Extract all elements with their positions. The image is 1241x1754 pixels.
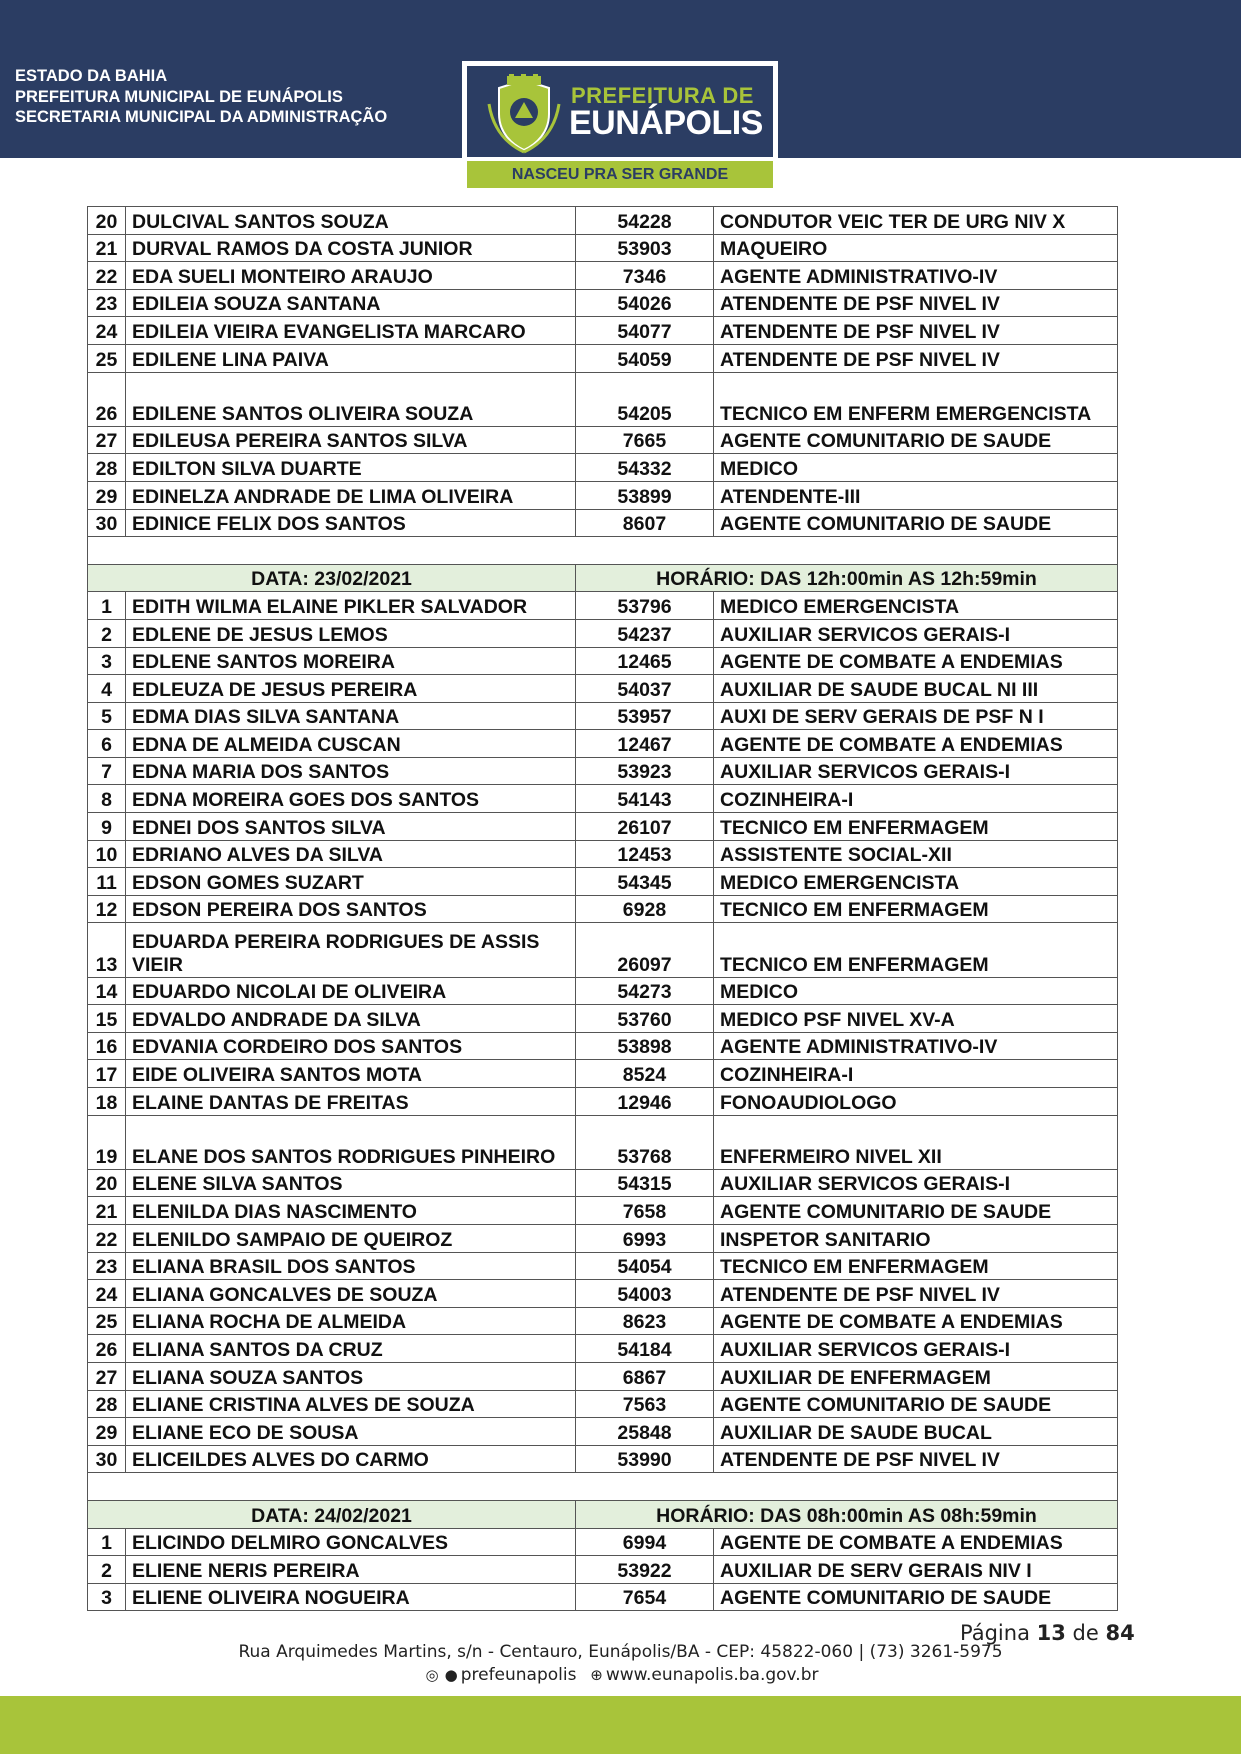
- job-title: AGENTE DE COMBATE A ENDEMIAS: [714, 1307, 1118, 1335]
- job-title: AUXI DE SERV GERAIS DE PSF N I: [714, 702, 1118, 730]
- registration-number: 53990: [576, 1445, 714, 1473]
- job-title: MEDICO EMERGENCISTA: [714, 592, 1118, 620]
- employee-name: ELANE DOS SANTOS RODRIGUES PINHEIRO: [126, 1115, 576, 1169]
- row-number: 26: [88, 372, 126, 426]
- table-row: [88, 1115, 1118, 1169]
- facebook-icon: ●: [444, 1666, 458, 1684]
- employee-name: ELICEILDES ALVES DO CARMO: [126, 1445, 576, 1473]
- row-number: 25: [88, 1307, 126, 1335]
- table-row: [88, 481, 1118, 509]
- table-row: [88, 1197, 1118, 1225]
- employee-name: ELIANE CRISTINA ALVES DE SOUZA: [126, 1390, 576, 1418]
- job-title: AUXILIAR SERVICOS GERAIS-I: [714, 1335, 1118, 1363]
- schedule-header-row: [88, 564, 1118, 592]
- employee-name: EDILEUSA PEREIRA SANTOS SILVA: [126, 426, 576, 454]
- registration-number: 53796: [576, 592, 714, 620]
- employee-name: EDILTON SILVA DUARTE: [126, 454, 576, 482]
- row-number: 2: [88, 619, 126, 647]
- registration-number: 53899: [576, 481, 714, 509]
- table-row: [88, 923, 1118, 977]
- row-number: 21: [88, 1197, 126, 1225]
- table-row: [88, 1280, 1118, 1308]
- row-number: 3: [88, 647, 126, 675]
- prefeitura-logo: [462, 61, 778, 192]
- job-title: MEDICO EMERGENCISTA: [714, 868, 1118, 896]
- employee-name: ELICINDO DELMIRO GONCALVES: [126, 1528, 576, 1556]
- row-number: 21: [88, 234, 126, 262]
- row-number: 28: [88, 1390, 126, 1418]
- employee-name: EDVANIA CORDEIRO DOS SANTOS: [126, 1032, 576, 1060]
- table-row: [88, 426, 1118, 454]
- row-number: 15: [88, 1005, 126, 1033]
- row-number: 1: [88, 592, 126, 620]
- row-number: 24: [88, 1280, 126, 1308]
- registration-number: 6867: [576, 1362, 714, 1390]
- table-row: [88, 1252, 1118, 1280]
- table-row: [88, 1583, 1118, 1611]
- row-number: 1: [88, 1528, 126, 1556]
- row-number: 26: [88, 1335, 126, 1363]
- registration-number: 6928: [576, 895, 714, 923]
- table-row: [88, 977, 1118, 1005]
- job-title: AUXILIAR DE SAUDE BUCAL: [714, 1418, 1118, 1446]
- registration-number: 53923: [576, 757, 714, 785]
- job-title: ATENDENTE DE PSF NIVEL IV: [714, 1280, 1118, 1308]
- employee-name: ELIANA GONCALVES DE SOUZA: [126, 1280, 576, 1308]
- schedule-date: DATA: 24/02/2021: [88, 1500, 576, 1528]
- registration-number: 53768: [576, 1115, 714, 1169]
- table-row: [88, 895, 1118, 923]
- employee-name: EDVALDO ANDRADE DA SILVA: [126, 1005, 576, 1033]
- logo-title-line2: EUNÁPOLIS: [569, 104, 763, 142]
- row-number: 25: [88, 344, 126, 372]
- employee-name: ELENILDO SAMPAIO DE QUEIROZ: [126, 1224, 576, 1252]
- row-number: 14: [88, 977, 126, 1005]
- table-row: [88, 1335, 1118, 1363]
- registration-number: 53922: [576, 1556, 714, 1584]
- registration-number: 8524: [576, 1060, 714, 1088]
- row-number: 7: [88, 757, 126, 785]
- job-title: AGENTE DE COMBATE A ENDEMIAS: [714, 730, 1118, 758]
- schedule-header-row: [88, 1500, 1118, 1528]
- page-total: 84: [1105, 1621, 1135, 1645]
- employee-name: ELENE SILVA SANTOS: [126, 1169, 576, 1197]
- table-row: [88, 262, 1118, 290]
- employee-name: DURVAL RAMOS DA COSTA JUNIOR: [126, 234, 576, 262]
- job-title: TECNICO EM ENFERMAGEM: [714, 923, 1118, 977]
- row-number: 20: [88, 1169, 126, 1197]
- table-row: [88, 317, 1118, 345]
- employee-name: EDILENE SANTOS OLIVEIRA SOUZA: [126, 372, 576, 426]
- registration-number: 12467: [576, 730, 714, 758]
- job-title: ATENDENTE DE PSF NIVEL IV: [714, 289, 1118, 317]
- job-title: ENFERMEIRO NIVEL XII: [714, 1115, 1118, 1169]
- table-row: [88, 1445, 1118, 1473]
- table-row: [88, 234, 1118, 262]
- spacer-cell: [88, 537, 1118, 565]
- table-row: [88, 1362, 1118, 1390]
- row-number: 23: [88, 1252, 126, 1280]
- table-row: [88, 868, 1118, 896]
- employee-name: EDA SUELI MONTEIRO ARAUJO: [126, 262, 576, 290]
- registration-number: 54273: [576, 977, 714, 1005]
- job-title: AUXILIAR SERVICOS GERAIS-I: [714, 619, 1118, 647]
- registration-number: 53957: [576, 702, 714, 730]
- registration-number: 53903: [576, 234, 714, 262]
- employee-name: EDNA MOREIRA GOES DOS SANTOS: [126, 785, 576, 813]
- table-row: [88, 207, 1118, 235]
- job-title: ATENDENTE DE PSF NIVEL IV: [714, 344, 1118, 372]
- registration-number: 25848: [576, 1418, 714, 1446]
- registration-number: 54205: [576, 372, 714, 426]
- employee-name: EDINICE FELIX DOS SANTOS: [126, 509, 576, 537]
- row-number: 13: [88, 923, 126, 977]
- employee-name: EDUARDO NICOLAI DE OLIVEIRA: [126, 977, 576, 1005]
- employee-name: EDNA DE ALMEIDA CUSCAN: [126, 730, 576, 758]
- row-number: 20: [88, 207, 126, 235]
- logo-slogan: NASCEU PRA SER GRANDE: [467, 161, 773, 188]
- employee-name: EDMA DIAS SILVA SANTANA: [126, 702, 576, 730]
- table-row: [88, 1556, 1118, 1584]
- registration-number: 54059: [576, 344, 714, 372]
- employee-name: EDLENE DE JESUS LEMOS: [126, 619, 576, 647]
- registration-number: 54184: [576, 1335, 714, 1363]
- registration-number: 6993: [576, 1224, 714, 1252]
- job-title: COZINHEIRA-I: [714, 785, 1118, 813]
- employee-name: EDRIANO ALVES DA SILVA: [126, 840, 576, 868]
- employee-name: EDNA MARIA DOS SANTOS: [126, 757, 576, 785]
- row-number: 19: [88, 1115, 126, 1169]
- employee-name: ELIANA SOUZA SANTOS: [126, 1362, 576, 1390]
- row-number: 28: [88, 454, 126, 482]
- job-title: TECNICO EM ENFERMAGEM: [714, 1252, 1118, 1280]
- employee-name: ELIANE ECO DE SOUSA: [126, 1418, 576, 1446]
- job-title: ATENDENTE DE PSF NIVEL IV: [714, 1445, 1118, 1473]
- website-url: www.eunapolis.ba.gov.br: [605, 1665, 819, 1685]
- employee-name: EDUARDA PEREIRA RODRIGUES DE ASSIS VIEIR: [126, 923, 576, 977]
- social-handle: prefeunapolis: [460, 1665, 577, 1685]
- employee-name: EDNEI DOS SANTOS SILVA: [126, 813, 576, 841]
- table-row: [88, 675, 1118, 703]
- table-row: [88, 289, 1118, 317]
- job-title: AGENTE COMUNITARIO DE SAUDE: [714, 509, 1118, 537]
- schedule-time: HORÁRIO: DAS 08h:00min AS 08h:59min: [576, 1500, 1118, 1528]
- job-title: MAQUEIRO: [714, 234, 1118, 262]
- table-row: [88, 344, 1118, 372]
- employee-name: ELIENE OLIVEIRA NOGUEIRA: [126, 1583, 576, 1611]
- row-number: 18: [88, 1088, 126, 1116]
- header-text: [15, 66, 387, 128]
- job-title: ASSISTENTE SOCIAL-XII: [714, 840, 1118, 868]
- registration-number: 7563: [576, 1390, 714, 1418]
- row-number: 12: [88, 895, 126, 923]
- staff-schedule-table: [87, 206, 1118, 1611]
- registration-number: 54077: [576, 317, 714, 345]
- registration-number: 7658: [576, 1197, 714, 1225]
- job-title: ATENDENTE-III: [714, 481, 1118, 509]
- table-row: [88, 730, 1118, 758]
- table-row: [88, 592, 1118, 620]
- row-number: 27: [88, 1362, 126, 1390]
- registration-number: 54345: [576, 868, 714, 896]
- registration-number: 53898: [576, 1032, 714, 1060]
- job-title: AGENTE COMUNITARIO DE SAUDE: [714, 1197, 1118, 1225]
- job-title: COZINHEIRA-I: [714, 1060, 1118, 1088]
- row-number: 2: [88, 1556, 126, 1584]
- job-title: TECNICO EM ENFERM EMERGENCISTA: [714, 372, 1118, 426]
- table-row: [88, 619, 1118, 647]
- table-row: [88, 1005, 1118, 1033]
- job-title: AGENTE ADMINISTRATIVO-IV: [714, 1032, 1118, 1060]
- employee-name: EDILEIA VIEIRA EVANGELISTA MARCARO: [126, 317, 576, 345]
- row-number: 23: [88, 289, 126, 317]
- registration-number: 6994: [576, 1528, 714, 1556]
- employee-name: EDSON GOMES SUZART: [126, 868, 576, 896]
- row-number: 16: [88, 1032, 126, 1060]
- table-row: [88, 1060, 1118, 1088]
- employee-name: EDITH WILMA ELAINE PIKLER SALVADOR: [126, 592, 576, 620]
- registration-number: 54003: [576, 1280, 714, 1308]
- page-prefix: Página: [960, 1621, 1030, 1645]
- registration-number: 26107: [576, 813, 714, 841]
- table-row: [88, 1088, 1118, 1116]
- employee-name: ELIANA BRASIL DOS SANTOS: [126, 1252, 576, 1280]
- row-number: 17: [88, 1060, 126, 1088]
- globe-icon: ⊕: [590, 1666, 603, 1684]
- registration-number: 12465: [576, 647, 714, 675]
- page-current: 13: [1036, 1621, 1066, 1645]
- registration-number: 7346: [576, 262, 714, 290]
- job-title: AUXILIAR SERVICOS GERAIS-I: [714, 757, 1118, 785]
- row-number: 6: [88, 730, 126, 758]
- job-title: AUXILIAR SERVICOS GERAIS-I: [714, 1169, 1118, 1197]
- schedule-time: HORÁRIO: DAS 12h:00min AS 12h:59min: [576, 564, 1118, 592]
- table-row: [88, 1307, 1118, 1335]
- job-title: AGENTE COMUNITARIO DE SAUDE: [714, 426, 1118, 454]
- registration-number: 54237: [576, 619, 714, 647]
- job-title: AGENTE COMUNITARIO DE SAUDE: [714, 1390, 1118, 1418]
- job-title: AGENTE COMUNITARIO DE SAUDE: [714, 1583, 1118, 1611]
- registration-number: 54143: [576, 785, 714, 813]
- table-row: [88, 647, 1118, 675]
- registration-number: 8623: [576, 1307, 714, 1335]
- employee-name: ELIANA ROCHA DE ALMEIDA: [126, 1307, 576, 1335]
- row-number: 29: [88, 1418, 126, 1446]
- employee-name: EDLEUZA DE JESUS PEREIRA: [126, 675, 576, 703]
- crest-icon: [485, 74, 563, 154]
- registration-number: 7665: [576, 426, 714, 454]
- logo-title-line1: PREFEITURA DE: [571, 83, 754, 108]
- employee-name: DULCIVAL SANTOS SOUZA: [126, 207, 576, 235]
- registration-number: 7654: [576, 1583, 714, 1611]
- registration-number: 54037: [576, 675, 714, 703]
- job-title: FONOAUDIOLOGO: [714, 1088, 1118, 1116]
- row-number: 30: [88, 1445, 126, 1473]
- row-number: 24: [88, 317, 126, 345]
- job-title: AGENTE DE COMBATE A ENDEMIAS: [714, 1528, 1118, 1556]
- job-title: MEDICO: [714, 977, 1118, 1005]
- table-row: [88, 509, 1118, 537]
- registration-number: 26097: [576, 923, 714, 977]
- header-line-secretariat: SECRETARIA MUNICIPAL DA ADMINISTRAÇÃO: [15, 108, 388, 126]
- row-number: 8: [88, 785, 126, 813]
- row-number: 5: [88, 702, 126, 730]
- row-number: 10: [88, 840, 126, 868]
- footer-address: Rua Arquimedes Martins, s/n - Centauro, Eunápolis/BA - CEP: 45822-060 | (73) 3261-5975: [238, 1642, 1003, 1662]
- registration-number: 54054: [576, 1252, 714, 1280]
- registration-number: 12946: [576, 1088, 714, 1116]
- job-title: AGENTE DE COMBATE A ENDEMIAS: [714, 647, 1118, 675]
- bottom-bar: [0, 1696, 1241, 1754]
- employee-name: EDLENE SANTOS MOREIRA: [126, 647, 576, 675]
- table-row: [88, 454, 1118, 482]
- table-row: [88, 840, 1118, 868]
- logo-panel: [467, 66, 773, 157]
- registration-number: 8607: [576, 509, 714, 537]
- employee-name: ELIANA SANTOS DA CRUZ: [126, 1335, 576, 1363]
- employee-name: EDILEIA SOUZA SANTANA: [126, 289, 576, 317]
- job-title: MEDICO PSF NIVEL XV-A: [714, 1005, 1118, 1033]
- spacer-row: [88, 537, 1118, 565]
- row-number: 4: [88, 675, 126, 703]
- table-row: [88, 1528, 1118, 1556]
- job-title: AUXILIAR DE ENFERMAGEM: [714, 1362, 1118, 1390]
- table-row: [88, 813, 1118, 841]
- row-number: 22: [88, 1224, 126, 1252]
- registration-number: 54026: [576, 289, 714, 317]
- table-row: [88, 785, 1118, 813]
- registration-number: 54332: [576, 454, 714, 482]
- job-title: TECNICO EM ENFERMAGEM: [714, 895, 1118, 923]
- employee-name: ELENILDA DIAS NASCIMENTO: [126, 1197, 576, 1225]
- spacer-cell: [88, 1473, 1118, 1501]
- registration-number: 54228: [576, 207, 714, 235]
- job-title: AGENTE ADMINISTRATIVO-IV: [714, 262, 1118, 290]
- job-title: ATENDENTE DE PSF NIVEL IV: [714, 317, 1118, 345]
- row-number: 27: [88, 426, 126, 454]
- table-row: [88, 757, 1118, 785]
- table-row: [88, 1032, 1118, 1060]
- job-title: AUXILIAR DE SERV GERAIS NIV I: [714, 1556, 1118, 1584]
- table-row: [88, 702, 1118, 730]
- employee-name: EIDE OLIVEIRA SANTOS MOTA: [126, 1060, 576, 1088]
- page-of: de: [1072, 1621, 1099, 1645]
- job-title: MEDICO: [714, 454, 1118, 482]
- table-row: [88, 1224, 1118, 1252]
- job-title: AUXILIAR DE SAUDE BUCAL NI III: [714, 675, 1118, 703]
- employee-name: EDINELZA ANDRADE DE LIMA OLIVEIRA: [126, 481, 576, 509]
- job-title: CONDUTOR VEIC TER DE URG NIV X: [714, 207, 1118, 235]
- registration-number: 12453: [576, 840, 714, 868]
- table-row: [88, 1390, 1118, 1418]
- row-number: 9: [88, 813, 126, 841]
- row-number: 30: [88, 509, 126, 537]
- table-row: [88, 1418, 1118, 1446]
- table-row: [88, 1169, 1118, 1197]
- employee-name: ELIENE NERIS PEREIRA: [126, 1556, 576, 1584]
- row-number: 11: [88, 868, 126, 896]
- row-number: 29: [88, 481, 126, 509]
- registration-number: 53760: [576, 1005, 714, 1033]
- employee-name: EDILENE LINA PAIVA: [126, 344, 576, 372]
- job-title: TECNICO EM ENFERMAGEM: [714, 813, 1118, 841]
- table-row: [88, 372, 1118, 426]
- instagram-icon: ◎: [425, 1666, 439, 1684]
- header-line-state: ESTADO DA BAHIA: [15, 67, 168, 85]
- job-title: INSPETOR SANITARIO: [714, 1224, 1118, 1252]
- schedule-date: DATA: 23/02/2021: [88, 564, 576, 592]
- employee-name: EDSON PEREIRA DOS SANTOS: [126, 895, 576, 923]
- registration-number: 54315: [576, 1169, 714, 1197]
- footer-social: [0, 1665, 1241, 1685]
- header-line-city: PREFEITURA MUNICIPAL DE EUNÁPOLIS: [15, 87, 343, 106]
- employee-name: ELAINE DANTAS DE FREITAS: [126, 1088, 576, 1116]
- spacer-row: [88, 1473, 1118, 1501]
- row-number: 22: [88, 262, 126, 290]
- row-number: 3: [88, 1583, 126, 1611]
